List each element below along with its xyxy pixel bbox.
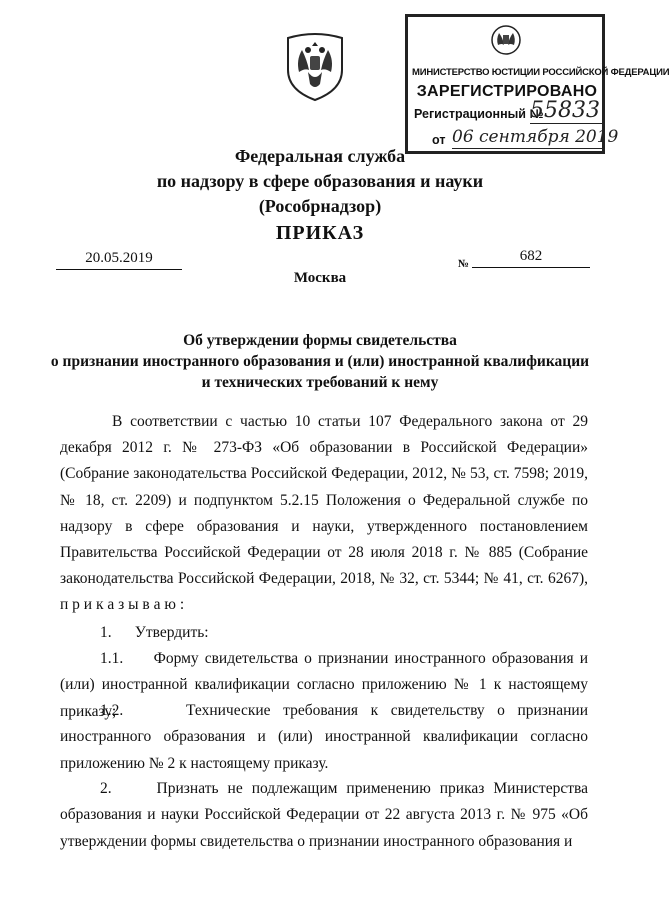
clause-2 — [60, 776, 592, 855]
clause-1-text: 1. Утвердить: — [100, 624, 209, 641]
clause-1-2-text: 1.2. Технические требования к свидетельству о признании иностранного образования и (или) иностранной квалификации согласно приложению № 2 к настоящему приказу. — [60, 702, 592, 772]
preamble-paragraph — [60, 409, 588, 619]
order-city: Москва — [293, 270, 347, 286]
stamp-date-value: 06 сентября 2019 — [452, 127, 619, 147]
stamp-reg-number-value: 55833 — [530, 99, 604, 124]
agency-name-line3: (Рособрнадзор) — [258, 196, 382, 216]
order-heading: ПРИКАЗ — [275, 222, 365, 244]
doc-title-line1: Об утверждении формы свидетельства — [183, 332, 457, 349]
preamble-text: В соответствии с частью 10 статьи 107 Федерального закона от 29 декабря 2012 г. № 273-ФЗ «Об образовании в Российской Федерации» (Собрание законодательства Российской Федерации, 2012, № 53, ст. 7598; 2019, № 18, ст. 2209) и подпунктом 5.2.15 Положения о Федеральной службе по надзору в сфере образования и науки, утвержденного постановлением Правительства Российской Федерации от 28 июля 2018 г. № 885 (Собрание законодательства Российской Федерации, 2018, № 32, ст. 5344; № 41, ст. 6267), п р и к а з ы в а ю : — [60, 413, 588, 614]
doc-title-line2: о признании иностранного образования и (или) иностранной квалификации — [50, 353, 590, 370]
order-number: 682 — [472, 245, 590, 268]
clause-1-2 — [60, 698, 592, 777]
order-date: 20.05.2019 — [56, 247, 182, 270]
stamp-registered-text: ЗАРЕГИСТРИРОВАНО — [416, 83, 598, 100]
stamp-emblem-icon — [490, 23, 522, 57]
stamp-ministry-text: МИНИСТЕРСТВО ЮСТИЦИИ РОССИЙСКОЙ ФЕДЕРАЦИИ — [412, 67, 669, 78]
stamp-date-label: от — [432, 133, 446, 147]
registration-stamp — [405, 14, 669, 154]
clause-2-text: 2. Признать не подлежащим применению приказ Министерства образования и науки Российской Федерации от 22 августа 2013 г. № 975 «Об утверждении формы свидетельства о признании иностранного образования и — [60, 780, 592, 850]
stamp-reg-number-label: Регистрационный № — [414, 107, 544, 121]
agency-name-line2: по надзору в сфере образования и науки — [156, 171, 484, 191]
coat-of-arms-emblem — [280, 28, 350, 102]
agency-name-line1: Федеральная служба — [234, 146, 406, 166]
clause-1 — [60, 620, 588, 646]
doc-title-line3: и технических требований к нему — [201, 374, 439, 391]
order-number-label: № — [458, 258, 470, 270]
clause-1-1-text: 1.1. Форму свидетельства о признании иностранного образования и (или) иностранной квалификации согласно приложению № 1 к настоящему приказу; — [60, 650, 592, 720]
